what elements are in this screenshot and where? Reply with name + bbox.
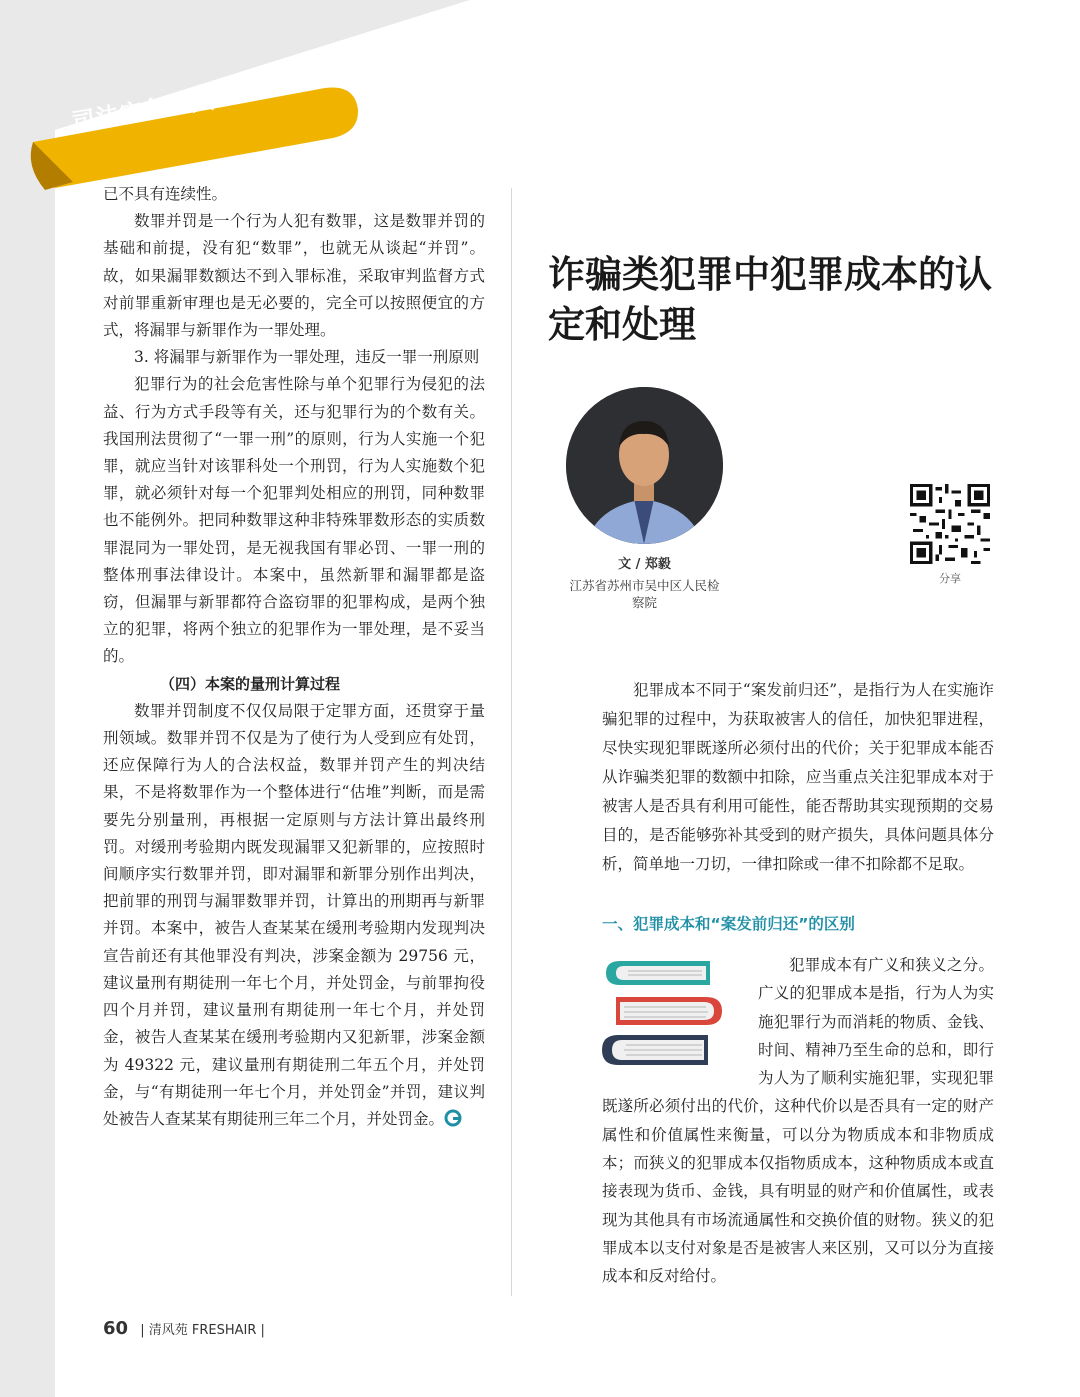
banner-label: 司法实务宝典 (70, 87, 217, 136)
paragraph-text: 数罪并罚制度不仅仅局限于定罪方面，还贯穿于量刑领域。数罪并罚不仅是为了使行为人受到应有处罚，还应保障行为人的合法权益，数罪并罚产生的判决结果，不是将数罪作为一个整体进行“估堆”判断，而是需要先分别量刑，再根据一定原则与方法计算出最终刑罚。对缓刑考验期内既发现漏罪又犯新罪的，应按照时间顺序实行数罪并罚，即对漏罪和新罪分别作出判决，把前罪的刑罚与漏罪数罪并罚，计算出的刑期再与新罪并罚。本案中，被告人查某某在缓刑考验期内发现判决宣告前还有其他罪没有判决，涉案金额为 29756 元，建议量刑有期徒刑一年七个月，并处罚金，与前罪拘役四个月并罚，建议量刑有期徒刑一年七个月，并处罚金，被告人查某某在缓刑考验期内又犯新罪，涉案金额为 49322 元，建议量刑有期徒刑二年五个月，并处罚金，与“有期徒刑一年七个月，并处罚金”并罚，建议判处被告人查某某有期徒刑三年二个月，并处罚金。 (103, 701, 485, 1128)
author-portrait (566, 387, 723, 544)
paragraph: 犯罪行为的社会危害性除与单个犯罪行为侵犯的法益、行为方式手段等有关，还与犯罪行为的个数有关。我国刑法贯彻了“一罪一刑”的原则，行为人实施一个犯罪，就应当针对该罪科处一个刑罚，行为人实施数个犯罪，就必须针对每一个犯罪判处相应的刑罚，同种数罪也不能例外。把同种数罪这种非特殊罪数形态的实质数罪混同为一罪处罚，是无视我国有罪必罚、一罪一刑的整体刑事法律设计。本案中，虽然新罪和漏罪都是盗窃，但漏罪与新罪都符合盗窃罪的犯罪构成，是两个独立的犯罪，将两个独立的犯罪作为一罪处理，是不妥当的。 (103, 375, 485, 666)
article-intro (602, 676, 994, 879)
end-mark-icon (444, 1109, 462, 1127)
paragraph: 数罪并罚是一个行为人犯有数罪，这是数罪并罚的基础和前提，没有犯“数罪”，也就无从谈起“并罚”。故，如果漏罪数额达不到入罪标准，采取审判监督方式对前罪重新审理也是无必要的，完全可以按照便宜的方式，将漏罪与新罪作为一罪处理。 (103, 212, 485, 340)
column-divider (511, 188, 512, 1296)
section1-body (602, 951, 994, 1291)
subsection-heading: 3. 将漏罪与新罪作为一罪处理，违反一罪一刑原则 (134, 348, 480, 367)
magazine-name: | 清风苑 FRESHAIR | (140, 1323, 265, 1338)
intro-paragraph: 犯罪成本不同于“案发前归还”，是指行为人在实施诈骗犯罪的过程中，为获取被害人的信任，加快犯罪进程，尽快实现犯罪既遂所必须付出的代价；关于犯罪成本能否从诈骗类犯罪的数额中扣除，应当重点关注犯罪成本对于被害人是否具有利用可能性，能否帮助其实现预期的交易目的，是否能够弥补其受到的财产损失，具体问题具体分析，简单地一刀切，一律扣除或一律不扣除都不足取。 (602, 681, 994, 873)
paragraph: 已不具有连续性。 (103, 185, 228, 203)
page-footer (103, 1318, 265, 1339)
page-number: 60 (103, 1318, 129, 1339)
left-column (103, 181, 485, 1133)
section-heading: （四）本案的量刑计算过程 (160, 674, 341, 693)
article-title: 诈骗类犯罪中犯罪成本的认定和处理 (548, 253, 992, 346)
section-heading: 一、犯罪成本和“案发前归还”的区别 (602, 915, 855, 933)
share-label: 分享 (939, 572, 961, 585)
paragraph (103, 698, 485, 1133)
author-affiliation: 江苏省苏州市吴中区人民检察院 (569, 578, 720, 610)
author-name: 文 / 郑毅 (618, 557, 671, 572)
section1-paragraph: 犯罪成本有广义和狭义之分。广义的犯罪成本是指，行为人为实施犯罪行为而消耗的物质、金钱、时间、精神乃至生命的总和，即行为人为了顺利实施犯罪，实现犯罪既遂所必须付出的代价，这种代价以是否具有一定的财产属性和价值属性来衡量，可以分为物质成本和非物质成本；而狭义的犯罪成本仅指物质成本，这种物质成本或直接表现为货币、金钱，具有明显的财产和价值属性，或表现为其他具有市场流通属性和交换价值的财物。狭义的犯罪成本以支付对象是否是被害人来区别，又可以分为直接成本和反对给付。 (602, 956, 994, 1286)
author-byline (566, 556, 723, 611)
qr-code[interactable] (910, 484, 990, 564)
